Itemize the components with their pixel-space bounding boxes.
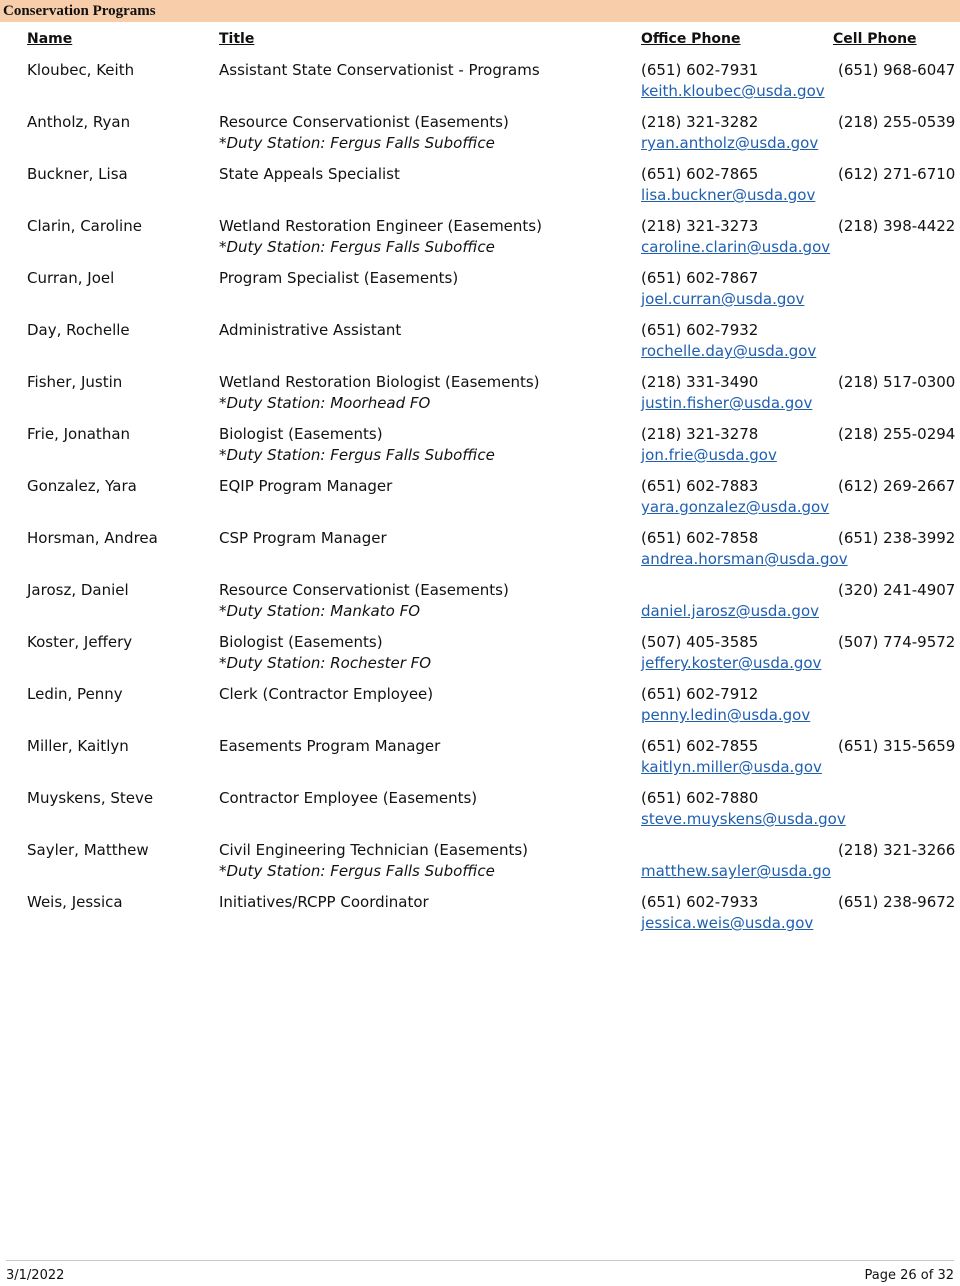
- staff-title-cell: [219, 632, 431, 674]
- email-link[interactable]: jessica.weis@usda.gov: [641, 914, 814, 932]
- email-link[interactable]: kaitlyn.miller@usda.gov: [641, 758, 822, 776]
- staff-title: State Appeals Specialist: [219, 165, 400, 183]
- email-link[interactable]: steve.muyskens@usda.gov: [641, 810, 846, 828]
- contact-cell: [641, 580, 819, 622]
- contact-cell: [641, 112, 818, 154]
- contact-cell: [641, 632, 821, 674]
- staff-title-cell: [219, 268, 458, 289]
- contact-cell: [641, 892, 813, 934]
- staff-title: Easements Program Manager: [219, 737, 441, 755]
- email-link[interactable]: yara.gonzalez@usda.gov: [641, 498, 830, 516]
- staff-name: Jarosz, Daniel: [27, 581, 129, 599]
- staff-title: CSP Program Manager: [219, 529, 387, 547]
- contact-cell: [641, 528, 848, 570]
- staff-name: Kloubec, Keith: [27, 61, 135, 79]
- table-row: [0, 580, 960, 632]
- staff-name: Miller, Kaitlyn: [27, 737, 129, 755]
- staff-title-cell: [219, 840, 528, 882]
- staff-name: Koster, Jeffery: [27, 633, 133, 651]
- office-phone: (651) 602-7867: [641, 269, 759, 287]
- duty-station: *Duty Station: Fergus Falls Suboffice: [219, 862, 495, 880]
- cell-phone: (218) 517-0300: [838, 373, 956, 391]
- staff-title: Initiatives/RCPP Coordinator: [219, 893, 429, 911]
- email-link[interactable]: jeffery.koster@usda.gov: [641, 654, 822, 672]
- staff-title-cell: [219, 528, 387, 549]
- duty-station: *Duty Station: Fergus Falls Suboffice: [219, 238, 495, 256]
- cell-phone: (612) 271-6710: [838, 165, 956, 183]
- email-link[interactable]: joel.curran@usda.gov: [641, 290, 805, 308]
- contact-cell: [641, 372, 812, 414]
- staff-name: Clarin, Caroline: [27, 217, 142, 235]
- staff-title: Wetland Restoration Biologist (Easements): [219, 373, 540, 391]
- office-phone: (218) 321-3282: [641, 113, 759, 131]
- header-name: Name: [27, 31, 73, 47]
- office-phone: (218) 321-3278: [641, 425, 759, 443]
- office-phone: (651) 602-7933: [641, 893, 759, 911]
- contact-cell: [641, 684, 810, 726]
- header-cell-phone: Cell Phone: [833, 31, 917, 47]
- duty-station: *Duty Station: Fergus Falls Suboffice: [219, 446, 495, 464]
- cell-phone: (218) 321-3266: [838, 841, 956, 859]
- table-row: [0, 788, 960, 840]
- staff-name: Curran, Joel: [27, 269, 115, 287]
- staff-title: Program Specialist (Easements): [219, 269, 459, 287]
- cell-phone: (218) 255-0294: [838, 425, 956, 443]
- staff-title: Assistant State Conservationist - Programs: [219, 61, 540, 79]
- table-row: [0, 268, 960, 320]
- contact-cell: [641, 268, 804, 310]
- office-phone: (651) 602-7931: [641, 61, 759, 79]
- office-phone: (218) 331-3490: [641, 373, 759, 391]
- table-row: [0, 60, 960, 112]
- staff-name: Day, Rochelle: [27, 321, 130, 339]
- staff-title: Resource Conservationist (Easements): [219, 113, 509, 131]
- staff-name: Buckner, Lisa: [27, 165, 128, 183]
- table-row: [0, 476, 960, 528]
- email-link[interactable]: daniel.jarosz@usda.gov: [641, 602, 819, 620]
- email-link[interactable]: matthew.sayler@usda.go: [641, 862, 831, 880]
- staff-title-cell: [219, 736, 440, 757]
- office-phone: [641, 580, 819, 601]
- staff-title-cell: [219, 320, 401, 341]
- table-row: [0, 372, 960, 424]
- page-number: Page 26 of 32: [864, 1268, 954, 1283]
- email-link[interactable]: penny.ledin@usda.gov: [641, 706, 811, 724]
- staff-title: Administrative Assistant: [219, 321, 402, 339]
- email-link[interactable]: andrea.horsman@usda.gov: [641, 550, 848, 568]
- staff-name: Horsman, Andrea: [27, 529, 158, 547]
- staff-title-cell: [219, 164, 400, 185]
- staff-name: Antholz, Ryan: [27, 113, 131, 131]
- table-row: [0, 528, 960, 580]
- table-row: [0, 632, 960, 684]
- table-row: [0, 112, 960, 164]
- staff-name: Frie, Jonathan: [27, 425, 131, 443]
- staff-title-cell: [219, 684, 433, 705]
- cell-phone: (651) 968-6047: [838, 61, 956, 79]
- staff-title-cell: [219, 372, 540, 414]
- duty-station: *Duty Station: Moorhead FO: [219, 394, 431, 412]
- staff-title: Civil Engineering Technician (Easements): [219, 841, 529, 859]
- cell-phone: (612) 269-2667: [838, 477, 956, 495]
- staff-title-cell: [219, 216, 542, 258]
- office-phone: (218) 321-3273: [641, 217, 759, 235]
- email-link[interactable]: justin.fisher@usda.gov: [641, 394, 813, 412]
- office-phone: (651) 602-7865: [641, 165, 759, 183]
- email-link[interactable]: caroline.clarin@usda.gov: [641, 238, 831, 256]
- office-phone: (651) 602-7855: [641, 737, 759, 755]
- contact-cell: [641, 164, 815, 206]
- staff-name: Sayler, Matthew: [27, 841, 149, 859]
- email-link[interactable]: keith.kloubec@usda.gov: [641, 82, 825, 100]
- table-row: [0, 164, 960, 216]
- header-title: Title: [219, 31, 255, 47]
- staff-title-cell: [219, 476, 392, 497]
- staff-title: Clerk (Contractor Employee): [219, 685, 434, 703]
- email-link[interactable]: rochelle.day@usda.gov: [641, 342, 817, 360]
- staff-title-cell: [219, 60, 540, 81]
- footer-divider: [6, 1260, 954, 1261]
- staff-name: Gonzalez, Yara: [27, 477, 137, 495]
- contact-cell: [641, 424, 777, 466]
- staff-title: EQIP Program Manager: [219, 477, 393, 495]
- staff-title: Resource Conservationist (Easements): [219, 581, 509, 599]
- contact-cell: [641, 736, 822, 778]
- cell-phone: (651) 238-3992: [838, 529, 956, 547]
- contact-cell: [641, 788, 846, 830]
- cell-phone: (651) 315-5659: [838, 737, 956, 755]
- staff-title: Biologist (Easements): [219, 425, 383, 443]
- table-row: [0, 216, 960, 268]
- contact-cell: [641, 60, 825, 102]
- office-phone: (651) 602-7932: [641, 321, 759, 339]
- staff-title-cell: [219, 892, 429, 913]
- staff-title-cell: [219, 112, 509, 154]
- contact-cell: [641, 476, 829, 518]
- duty-station: *Duty Station: Rochester FO: [219, 654, 432, 672]
- contact-cell: [641, 840, 831, 882]
- office-phone: (651) 602-7880: [641, 789, 759, 807]
- contact-cell: [641, 216, 830, 258]
- staff-name: Ledin, Penny: [27, 685, 123, 703]
- office-phone: (651) 602-7912: [641, 685, 759, 703]
- email-link[interactable]: lisa.buckner@usda.gov: [641, 186, 816, 204]
- table-row: [0, 684, 960, 736]
- cell-phone: (507) 774-9572: [838, 633, 956, 651]
- staff-title-cell: [219, 788, 477, 809]
- staff-title-cell: [219, 580, 509, 622]
- section-title: Conservation Programs: [0, 0, 960, 22]
- staff-title: Wetland Restoration Engineer (Easements): [219, 217, 542, 235]
- staff-name: Muyskens, Steve: [27, 789, 154, 807]
- cell-phone: (320) 241-4907: [838, 581, 956, 599]
- staff-title: Contractor Employee (Easements): [219, 789, 478, 807]
- office-phone: (651) 602-7883: [641, 477, 759, 495]
- staff-name: Fisher, Justin: [27, 373, 123, 391]
- cell-phone: (651) 238-9672: [838, 893, 956, 911]
- table-row: [0, 840, 960, 892]
- staff-name: Weis, Jessica: [27, 893, 123, 911]
- header-office-phone: Office Phone: [641, 31, 741, 47]
- staff-title: Biologist (Easements): [219, 633, 383, 651]
- duty-station: *Duty Station: Mankato FO: [219, 602, 421, 620]
- email-link[interactable]: ryan.antholz@usda.gov: [641, 134, 819, 152]
- contact-cell: [641, 320, 816, 362]
- staff-title-cell: [219, 424, 495, 466]
- table-row: [0, 736, 960, 788]
- office-phone: (651) 602-7858: [641, 529, 759, 547]
- office-phone: [641, 840, 831, 861]
- email-link[interactable]: jon.frie@usda.gov: [641, 446, 777, 464]
- cell-phone: (218) 398-4422: [838, 217, 956, 235]
- table-row: [0, 320, 960, 372]
- staff-table: [0, 60, 960, 944]
- table-row: [0, 892, 960, 944]
- office-phone: (507) 405-3585: [641, 633, 759, 651]
- duty-station: *Duty Station: Fergus Falls Suboffice: [219, 134, 495, 152]
- table-row: [0, 424, 960, 476]
- footer-date: 3/1/2022: [6, 1268, 65, 1283]
- cell-phone: (218) 255-0539: [838, 113, 956, 131]
